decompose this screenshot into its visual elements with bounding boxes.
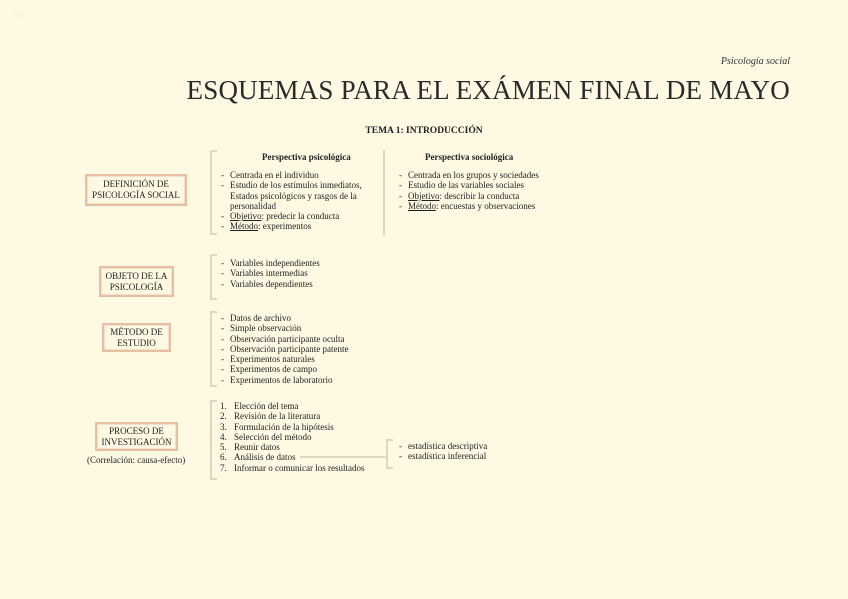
- step-item: [220, 422, 390, 432]
- list-item: [398, 191, 548, 201]
- step-item: [220, 463, 390, 473]
- metodo-label: Método: [230, 221, 258, 232]
- list-item: - Experimentos naturales: [220, 354, 420, 364]
- list-item: - Centrada en los grupos y sociedades: [398, 170, 548, 180]
- metodo-label: Método: [408, 200, 436, 211]
- analisis-bracket: [386, 439, 393, 469]
- list-item: - Datos de archivo: [220, 313, 420, 323]
- metodo-box: MÉTODO DE ESTUDIO: [102, 323, 171, 352]
- metodo-text: : encuestas y observaciones: [436, 200, 536, 211]
- step-text: Selección del método: [234, 431, 312, 442]
- psicologica-list: [220, 170, 372, 232]
- step-item: [220, 401, 390, 411]
- list-item: - Simple observación: [220, 323, 420, 333]
- list-item: - Observación participante oculta: [220, 334, 420, 344]
- list-item: - estadística descriptiva: [398, 441, 548, 451]
- perspective-divider: [383, 150, 385, 235]
- topic-heading: [0, 126, 848, 136]
- step-number: 4.: [220, 431, 227, 442]
- sociologica-list: [398, 170, 548, 211]
- list-item: - Observación participante patente: [220, 344, 420, 354]
- metodo-list: [220, 313, 420, 385]
- definicion-bracket: [210, 150, 217, 235]
- list-item: - Variables independientes: [220, 258, 420, 268]
- list-item: - Variables dependientes: [220, 279, 420, 289]
- list-item: - Experimentos de laboratorio: [220, 375, 420, 385]
- analisis-connector: [300, 456, 386, 458]
- step-number: 5.: [220, 442, 227, 453]
- step-item: [220, 411, 390, 421]
- step-text: Informar o comunicar los resultados: [234, 462, 365, 473]
- proceso-note: (Correlación: causa-efecto): [87, 455, 186, 465]
- list-item: - estadística inferencial: [398, 451, 548, 461]
- step-number: 2.: [220, 411, 227, 422]
- topic-heading-text: TEMA 1: INTRODUCCIÓN: [365, 126, 483, 136]
- proceso-box: PROCESO DE INVESTIGACIÓN: [95, 422, 178, 451]
- list-item: - Centrada en el individuo: [220, 170, 372, 180]
- proceso-bracket: [210, 400, 217, 480]
- metodo-text: : experimentos: [258, 221, 312, 232]
- subject-label: Psicología social: [720, 56, 790, 67]
- step-number: 6.: [220, 452, 227, 463]
- list-item: - Experimentos de campo: [220, 364, 420, 374]
- list-item: - Estudio de las variables sociales: [398, 180, 548, 190]
- list-item: [220, 211, 372, 221]
- step-text: Análisis de datos: [234, 452, 296, 463]
- step-text: Formulación de la hipótesis: [234, 421, 334, 432]
- proceso-steps: [220, 401, 390, 473]
- step-text: Reunir datos: [234, 442, 280, 453]
- metodo-bracket: [210, 311, 217, 387]
- list-item: [398, 201, 548, 211]
- corner-mark-icon: 〰: [14, 10, 28, 25]
- list-item: [220, 221, 372, 231]
- step-text: Revisión de la literatura: [234, 411, 321, 422]
- sociologica-heading: Perspectiva sociológica: [425, 152, 514, 162]
- objeto-box: OBJETO DE LA PSICOLOGÍA: [99, 266, 174, 297]
- step-number: 1.: [220, 401, 227, 411]
- objetivo-label: Objetivo: [230, 211, 262, 222]
- objetivo-label: Objetivo: [408, 190, 440, 201]
- psicologica-heading: Perspectiva psicológica: [262, 152, 351, 162]
- list-item: - Variables intermedias: [220, 268, 420, 278]
- definicion-box: DEFINICIÓN DE PSICOLOGÍA SOCIAL: [85, 174, 187, 206]
- step-number: 3.: [220, 421, 227, 432]
- objetivo-text: : predecir la conducta: [261, 211, 340, 222]
- list-item: - Estudio de los estímulos inmediatos, Estados psicológicos y rasgos de la personalidad: [220, 180, 372, 211]
- objeto-bracket: [210, 254, 217, 300]
- analisis-list: [398, 441, 548, 462]
- step-item: [220, 432, 390, 442]
- objeto-list: [220, 258, 420, 289]
- step-number: 7.: [220, 462, 227, 473]
- step-item: [220, 442, 390, 452]
- objetivo-text: : describir la conducta: [439, 190, 520, 201]
- page-title: ESQUEMAS PARA EL EXÁMEN FINAL DE MAYO: [186, 75, 790, 105]
- step-text: Elección del tema: [234, 401, 299, 411]
